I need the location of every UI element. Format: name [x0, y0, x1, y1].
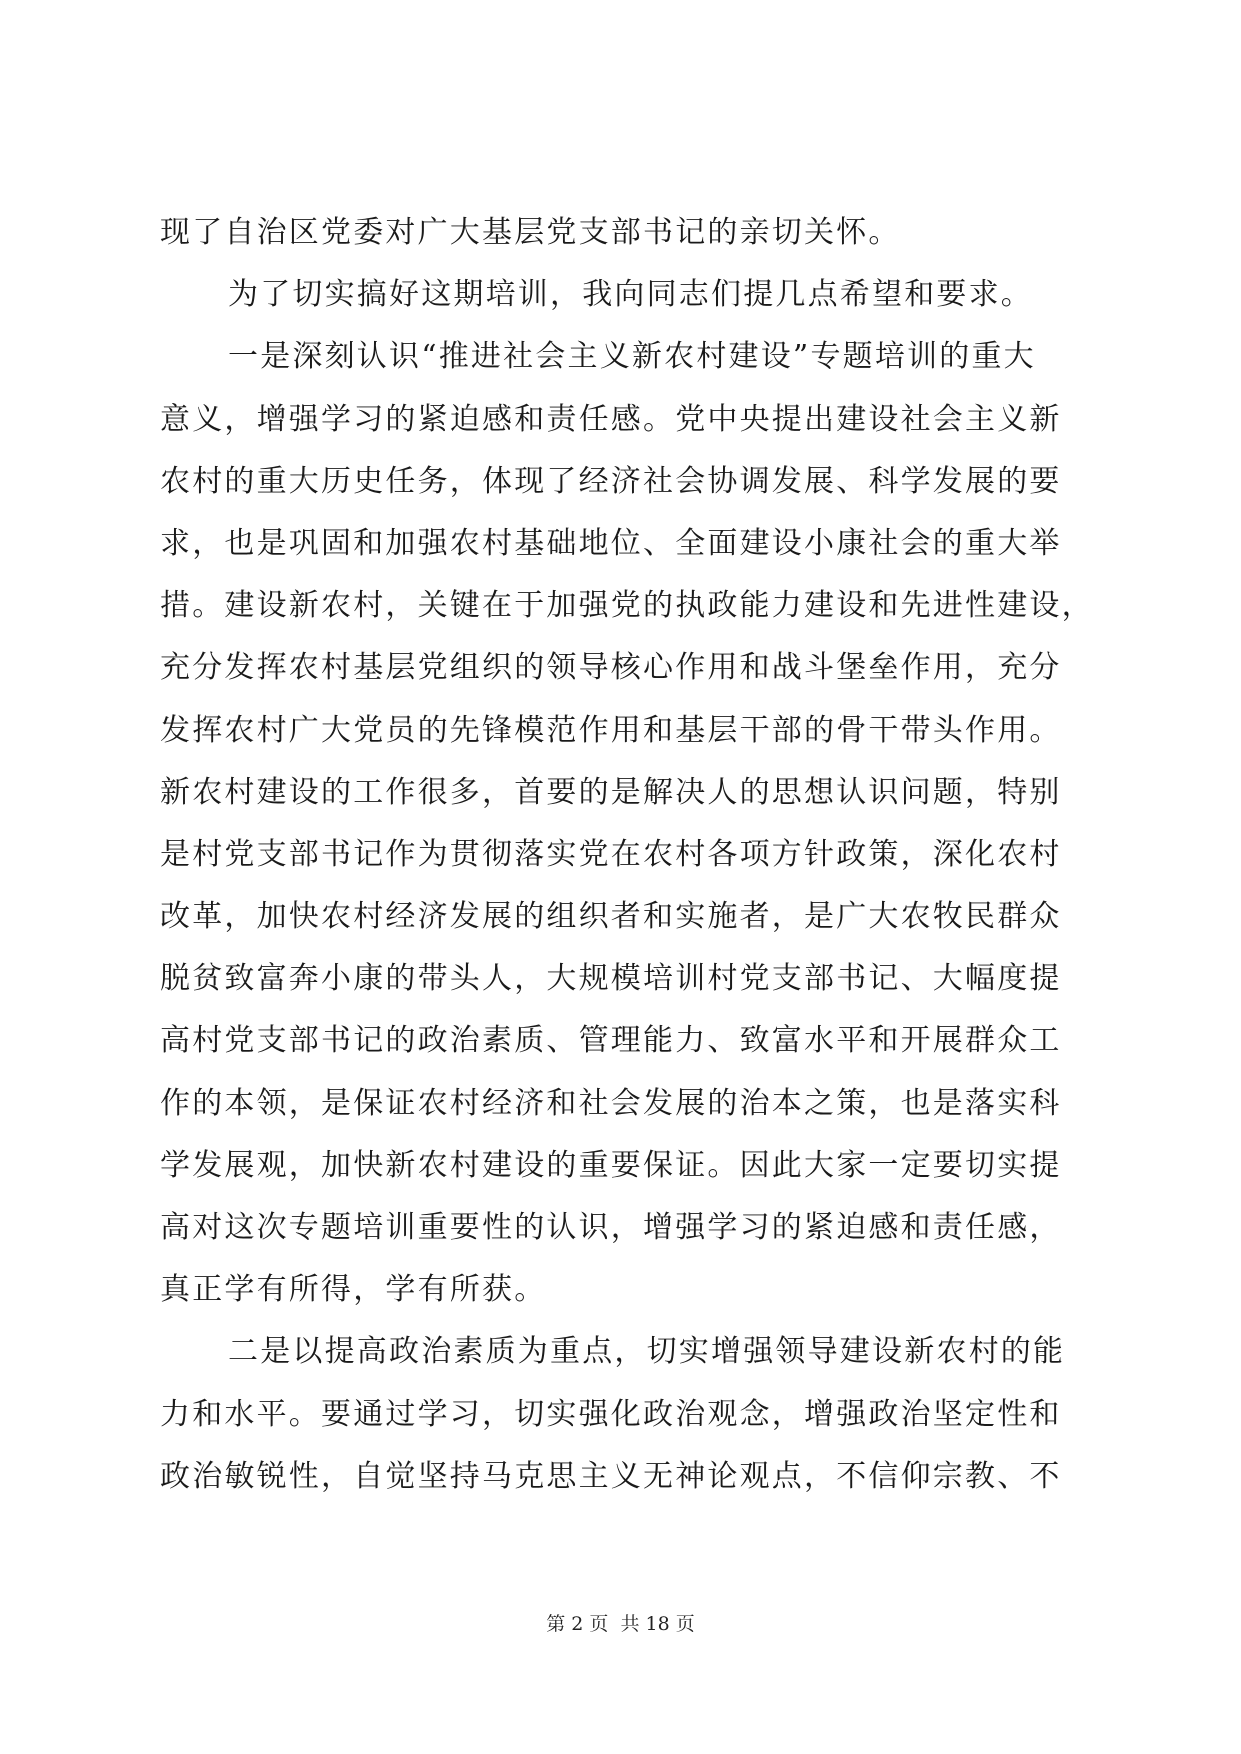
text-line: 政治敏锐性，自觉坚持马克思主义无神论观点，不信仰宗教、不 [160, 1458, 1062, 1494]
text-line: 真正学有所得，学有所获。 [160, 1272, 547, 1308]
text-line: 二是以提高政治素质为重点，切实增强领导建设新农村的能 [228, 1334, 1066, 1370]
text-line: 求，也是巩固和加强农村基础地位、全面建设小康社会的重大举 [160, 525, 1062, 561]
page-total: 共 18 页 [620, 1613, 695, 1635]
text-line: 农村的重大历史任务，体现了经济社会协调发展、科学发展的要 [160, 463, 1062, 499]
text-line: 高村党支部书记的政治素质、管理能力、致富水平和开展群众工 [160, 1023, 1062, 1059]
text-line: 学发展观，加快新农村建设的重要保证。因此大家一定要切实提 [160, 1147, 1062, 1183]
text-line: 现了自治区党委对广大基层党支部书记的亲切关怀。 [160, 215, 901, 250]
text-line: 新农村建设的工作很多，首要的是解决人的思想认识问题，特别 [160, 774, 1062, 810]
text-line: 力和水平。要通过学习，切实强化政治观念，增强政治坚定性和 [160, 1396, 1062, 1432]
text-line: 为了切实搞好这期培训，我向同志们提几点希望和要求。 [228, 277, 1033, 313]
text-line: 意义，增强学习的紧迫感和责任感。党中央提出建设社会主义新 [160, 401, 1062, 437]
text-line: 一是深刻认识“推进社会主义新农村建设”专题培训的重大 [228, 339, 1036, 375]
text-line: 充分发挥农村基层党组织的领导核心作用和战斗堡垒作用，充分 [160, 650, 1062, 686]
text-line: 措。建设新农村，关键在于加强党的执政能力建设和先进性建设， [160, 588, 1094, 624]
text-line: 改革，加快农村经济发展的组织者和实施者，是广大农牧民群众 [160, 899, 1062, 935]
document-body [160, 202, 1094, 1508]
page-footer [0, 1612, 1241, 1636]
text-line: 作的本领，是保证农村经济和社会发展的治本之策，也是落实科 [160, 1085, 1062, 1121]
text-line: 脱贫致富奔小康的带头人，大规模培训村党支部书记、大幅度提 [160, 961, 1062, 997]
text-line: 高对这次专题培训重要性的认识，增强学习的紧迫感和责任感， [160, 1210, 1062, 1245]
text-line: 是村党支部书记作为贯彻落实党在农村各项方针政策，深化农村 [160, 836, 1062, 872]
text-line: 发挥农村广大党员的先锋模范作用和基层干部的骨干带头作用。 [160, 712, 1062, 748]
page-number: 第 2 页 [546, 1613, 609, 1635]
